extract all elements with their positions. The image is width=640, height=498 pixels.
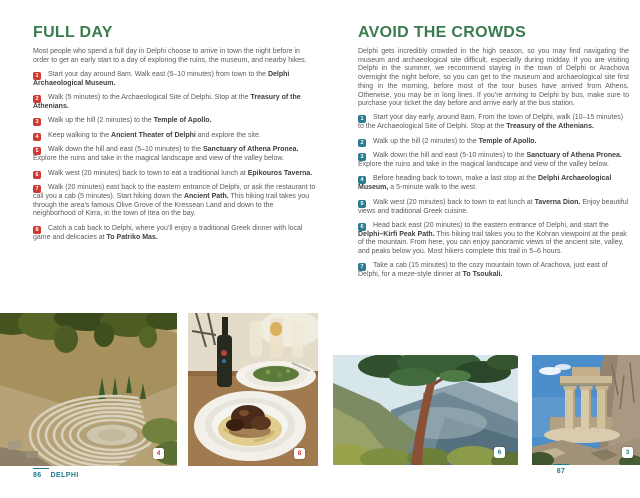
- step-text-bold: Ancient Theater of Delphi: [111, 131, 196, 139]
- ancient-theater-illustration: [0, 313, 177, 466]
- step-item: [358, 199, 629, 217]
- footer-rule: [33, 468, 49, 469]
- photo-step-number: 3: [625, 449, 630, 456]
- step-text-bold: Treasury of the Athenians.: [506, 123, 594, 131]
- step-text: Walk (20 minutes) east back to the eastern entrance of Delphi, or ask the restaurant to call you a cab (5 minutes). Start hiking down the: [33, 184, 316, 201]
- step-text: Head back east (20 minutes) to the eastern entrance of Delphi, and start the: [373, 221, 609, 229]
- page-number: 87: [556, 467, 566, 475]
- photo-step-number: 8: [297, 450, 302, 457]
- step-item: [33, 184, 316, 219]
- step-text: Take a cab (15 minutes) to the cozy mountain town of Arachova, just east of Delphi, for a meze-style dinner at: [358, 262, 608, 279]
- step-number-badge: 6: [33, 171, 41, 179]
- step-text-bold: To Tsoukali.: [462, 271, 503, 279]
- step-text-bold: Taverna Dion.: [534, 198, 581, 206]
- photo-step-number: 6: [497, 449, 502, 456]
- step-item: [33, 170, 316, 179]
- step-text: and explore the site.: [195, 131, 261, 139]
- step-item: [358, 152, 629, 170]
- step-item: [33, 117, 316, 126]
- step-item: [33, 146, 316, 164]
- pine-tree-valley-illustration: [333, 355, 518, 465]
- page-left: [33, 24, 316, 242]
- footer-right: [547, 464, 575, 475]
- intro-paragraph: Delphi gets incredibly crowded in the high season, so you may find navigating the museum and archaeological site difficult, especially during midday. If you are visiting Delphi in the summer, we recommend staying in the town of Delphi or Arachova overnight the night before, so you can get to the museum and archaeological site first thing in the morning, before most of the tour buses have arrived from Athens. Otherwise, you may be in long lines. If you’re arriving to Delphi by bus, make sure to purchase your ticket the day before and arrive early at the bus station.: [358, 48, 629, 108]
- step-text: Start your day around 8am. Walk east (5–10 minutes) from town to the: [48, 70, 268, 78]
- photo-step-badge: [622, 447, 633, 458]
- step-number-badge: 2: [33, 95, 41, 103]
- step-number-badge: 1: [358, 115, 366, 123]
- step-item: [33, 94, 316, 112]
- step-text-bold: Temple of Apollo.: [478, 137, 537, 145]
- step-text: Enjoy beautiful views and traditional Greek cuisine.: [358, 198, 629, 215]
- step-number-badge: 6: [358, 223, 366, 231]
- photo-taverna-lunch: [188, 313, 318, 466]
- photo-tholos-athena-pronea: [532, 355, 640, 465]
- step-item: [33, 225, 316, 243]
- step-text-bold: To Patriko Mas.: [106, 233, 158, 241]
- step-number-badge: 3: [33, 118, 41, 126]
- step-text-bold: Delphi Archaeological Museum,: [358, 175, 612, 192]
- footer-section-label: DELPHI: [50, 471, 79, 479]
- step-number-badge: 4: [358, 176, 366, 184]
- taverna-lunch-illustration: [188, 313, 318, 466]
- step-item: [358, 175, 629, 193]
- step-text-bold: Delphi–Kirfi Peak Path.: [358, 230, 435, 238]
- step-number-badge: 8: [33, 226, 41, 234]
- step-number-badge: 1: [33, 72, 41, 80]
- photo-step-badge: [153, 448, 164, 459]
- step-number-badge: 3: [358, 153, 366, 161]
- step-text-bold: Ancient Path.: [183, 193, 229, 201]
- step-number-badge: 2: [358, 139, 366, 147]
- step-number-badge: 5: [358, 200, 366, 208]
- step-text: This hiking trail takes you to the Kohran viewpoint at the peak of the mountain. From here, you can enjoy panoramic views of the ancient site, valley, and peaks below you. Most hikers complete this trail in 5–6 hours.: [358, 230, 627, 256]
- step-text-bold: Sanctuary of Athena Pronea.: [526, 152, 622, 160]
- step-number-badge: 5: [33, 147, 41, 155]
- step-text-bold: Sanctuary of Athena Pronea.: [203, 146, 299, 154]
- step-item: [33, 132, 316, 141]
- step-text: Walk west (20 minutes) back to town to eat a traditional lunch at: [48, 169, 248, 177]
- page-right: [358, 24, 629, 280]
- step-item: [358, 262, 629, 280]
- step-text: Start your day early, around 8am. From the town of Delphi, walk (10–15 minutes) to the Archaeological Site of Delphi. Stop at the: [358, 114, 624, 131]
- step-text: a 5-minute walk to the west.: [388, 184, 478, 192]
- step-text: Walk down the hill and east (5-10 minutes) to the: [373, 152, 527, 160]
- page-number: 86: [33, 471, 42, 479]
- step-text-bold: Delphi Archaeological Museum.: [33, 70, 290, 87]
- step-item: [33, 71, 316, 89]
- footer-left: [33, 468, 79, 479]
- photo-step-number: 4: [156, 450, 161, 457]
- step-text: Walk up the hill (2 minutes) to the: [48, 117, 154, 125]
- page-title-full-day: FULL DAY: [33, 24, 113, 41]
- photo-ancient-theater: [0, 313, 177, 466]
- step-text: Catch a cab back to Delphi, where you’ll enjoy a traditional Greek dinner with local game and delicacies at: [33, 224, 303, 241]
- page-title-avoid-the-crowds: AVOID THE CROWDS: [358, 24, 527, 41]
- step-text: Before heading back to town, make a last stop at the: [373, 175, 538, 183]
- step-number-badge: 4: [33, 133, 41, 141]
- footer-rule: [553, 464, 569, 465]
- step-item: [358, 114, 629, 132]
- step-text: Walk (5 minutes) to the Archaeological Site of Delphi. Stop at the: [48, 94, 251, 102]
- step-text-bold: Epikouros Taverna.: [247, 169, 313, 177]
- step-text-bold: Treasury of the Athenians.: [33, 94, 301, 111]
- step-number-badge: 7: [358, 263, 366, 271]
- step-text: Walk west (20 minutes) back to town to eat lunch at: [373, 198, 535, 206]
- step-number-badge: 7: [33, 185, 41, 193]
- step-item: [358, 138, 629, 147]
- photo-step-badge: [494, 447, 505, 458]
- itinerary-steps-list: [33, 71, 316, 242]
- step-text: Keep walking to the: [48, 131, 112, 139]
- photo-pine-tree-valley: [333, 355, 518, 465]
- step-text: Explore the ruins and take in the magical landscape and view of the valley below.: [33, 155, 284, 163]
- step-text: Walk up the hill (2 minutes) to the: [373, 137, 479, 145]
- step-text: Explore the ruins and take in the magical landscape and view of the valley below.: [358, 161, 609, 169]
- itinerary-steps-list: [358, 114, 629, 280]
- photo-step-badge: [294, 448, 305, 459]
- intro-paragraph: Most people who spend a full day in Delphi choose to arrive in town the night before in order to get an early start to a day of exploring the ruins, the museum, and nearby hikes.: [33, 48, 307, 64]
- step-text: Walk down the hill and east (5–10 minutes) to the: [48, 146, 203, 154]
- step-text-bold: Temple of Apollo.: [153, 117, 212, 125]
- step-item: [358, 222, 629, 257]
- step-text: This hiking trail takes you through the area’s famous Olive Grove of the Kressean Land and down to the neighborhood of Kirra, in the town of Itea on the bay.: [33, 193, 310, 218]
